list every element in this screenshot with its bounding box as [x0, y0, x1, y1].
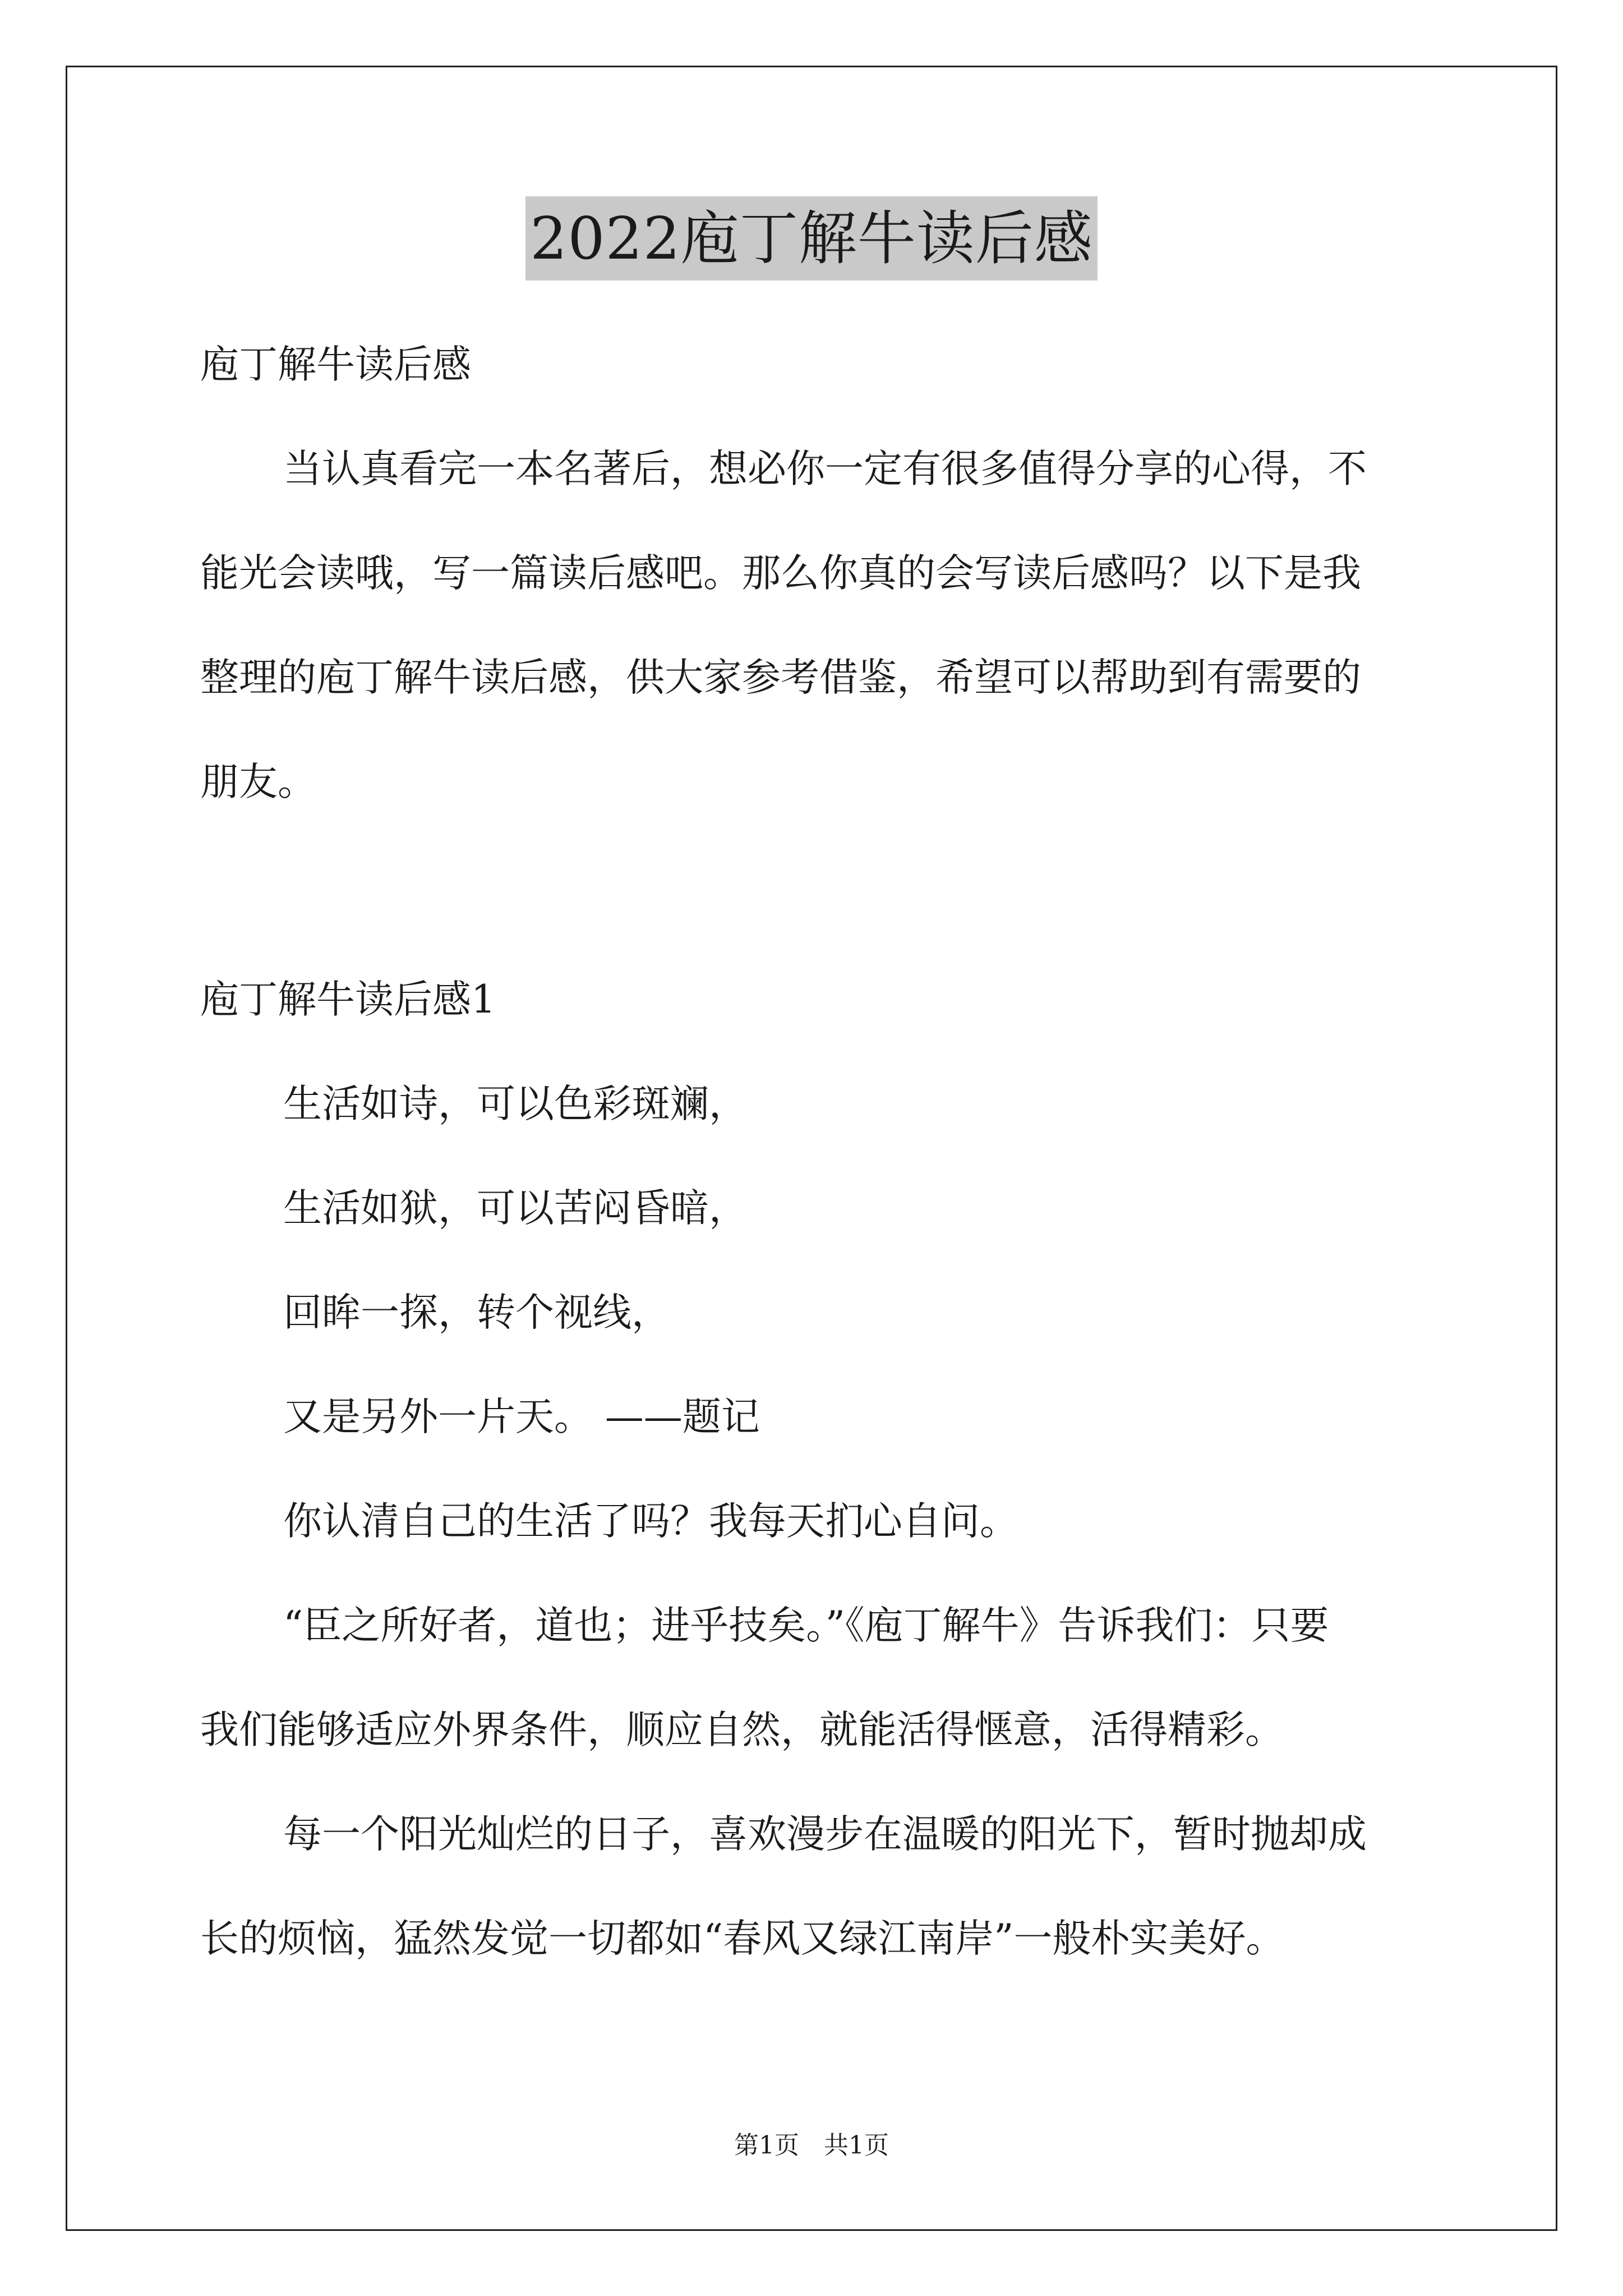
poem-line-3: 回眸一探，转个视线， — [283, 1290, 670, 1335]
section-heading: 庖丁解牛读后感1 — [200, 977, 496, 1022]
poem-line-2: 生活如狱，可以苦闷昏暗， — [283, 1186, 748, 1231]
intro-line-1: 当认真看完一本名著后，想必你一定有很多值得分享的心得，不 — [283, 447, 1367, 491]
poem-line-4: 又是另外一片天。 ——题记 — [283, 1395, 760, 1439]
intro-line-4: 朋友。 — [200, 760, 316, 804]
paragraph-3-line-1: 每一个阳光灿烂的日子，喜欢漫步在温暖的阳光下，暂时抛却成 — [283, 1812, 1367, 1857]
paragraph-3-line-2: 长的烦恼，猛然发觉一切都如“春风又绿江南岸”一般朴实美好。 — [200, 1916, 1285, 1961]
paragraph-1: 你认清自己的生活了吗？我每天扪心自问。 — [283, 1499, 1018, 1544]
page-footer: 第1页 共1页 — [734, 2131, 889, 2160]
subtitle: 庖丁解牛读后感 — [200, 342, 471, 387]
intro-line-3: 整理的庖丁解牛读后感，供大家参考借鉴，希望可以帮助到有需要的 — [200, 655, 1361, 700]
poem-line-1: 生活如诗，可以色彩斑斓， — [283, 1082, 748, 1126]
title-container — [0, 196, 1623, 280]
paragraph-2-line-2: 我们能够适应外界条件，顺应自然，就能活得惬意，活得精彩。 — [200, 1708, 1284, 1752]
intro-line-2: 能光会读哦，写一篇读后感吧。那么你真的会写读后感吗？以下是我 — [200, 551, 1361, 596]
paragraph-2-line-1: “臣之所好者，道也；进乎技矣。”《庖丁解牛》告诉我们：只要 — [283, 1603, 1329, 1648]
document-title: 2022庖丁解牛读后感 — [525, 196, 1098, 280]
